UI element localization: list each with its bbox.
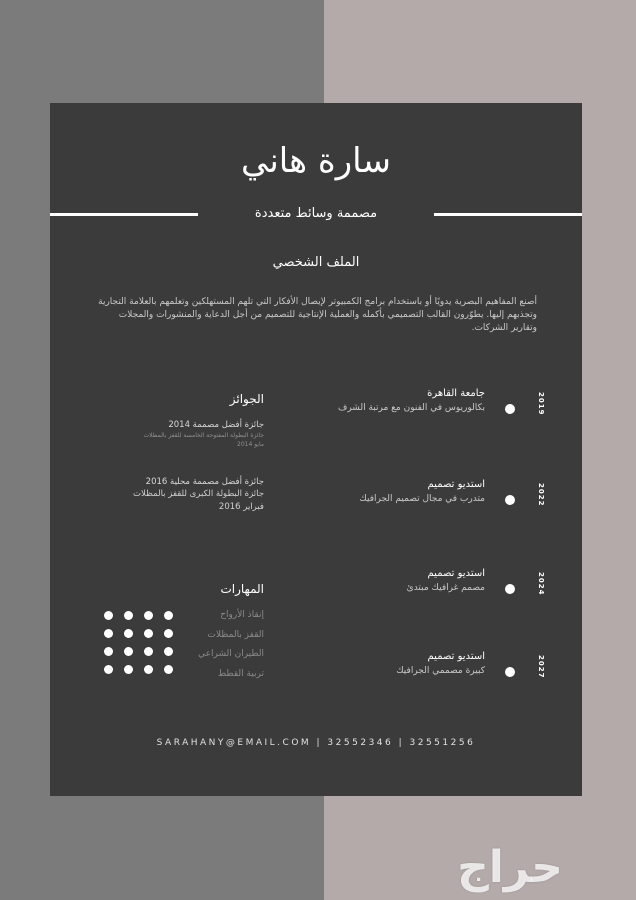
skill-dot [144,611,153,620]
skill-item: إنقاذ الأرواح [220,610,264,620]
skill-item: القفز بالمظلات [207,629,264,640]
award-desc: جائزة البطولة الكبرى للقفز بالمظلات [133,489,264,499]
skill-dot [104,611,113,620]
skills-section-title: المهارات [220,582,264,596]
skill-dot [164,629,173,638]
skill-dot [124,611,133,620]
resume-card [50,103,582,796]
award-item [143,419,264,449]
timeline-year: 2024 [537,572,545,596]
timeline-dot [505,667,515,677]
haraj-watermark-logo: حراج [457,842,563,893]
skill-dot [164,647,173,656]
skill-dot [124,665,133,674]
skill-dot [104,665,113,674]
timeline-title: جامعة القاهرة [427,388,485,399]
award-desc: جائزة البطولة المفتوحة الخامسة للقفز بالمظلات [143,432,264,439]
timeline-item [320,479,545,526]
header-divider-right [434,213,582,216]
resume-subtitle: مصممة وسائط متعددة [254,206,378,221]
award-item [133,476,264,514]
award-title: جائزة أفضل مصممة محلية 2016 [145,477,264,487]
skill-dots-grid [104,611,174,674]
skill-dot [164,665,173,674]
contact-info: SARAHANY@EMAIL.COM | 32552346 | 32551256 [156,738,476,748]
timeline-title: استديو تصميم [427,479,485,490]
skill-item: تربية القطط [217,668,264,679]
skill-dot [144,647,153,656]
skill-dot [104,629,113,638]
skills-list [198,606,264,684]
award-title: جائزة أفضل مصممة 2014 [168,420,264,430]
skill-item: الطيران الشراعي [198,649,264,659]
skill-dot [144,629,153,638]
timeline-desc: بكالوريوس في الفنون مع مرتبة الشرف [338,403,485,413]
awards-section-title: الجوائز [229,392,264,406]
timeline-desc: كبيرة مصممي الجرافيك [396,666,485,676]
timeline-year: 2027 [537,655,545,679]
profile-section-title: الملف الشخصي [272,255,360,270]
timeline-title: استديو تصميم [427,568,485,579]
timeline-dot [505,495,515,505]
skill-dot [164,611,173,620]
skill-dot [124,647,133,656]
award-date: مايو 2014 [237,441,264,448]
profile-text: أصنع المفاهيم البصرية يدويًا أو باستخدام برامج الكمبيوتر لإيصال الأفكار التي تلهم المستهلكين وتعلمهم بالعلامة التجارية وتجذبهم إليها. يطوّرون القالب التصميمي بأكمله والعملية الإنتاجية للتصميم من أجل الدعاية والمنشورات والمجلات وتقارير الشركات. [98,297,537,333]
timeline-year: 2019 [537,392,545,416]
timeline-year: 2022 [537,483,545,507]
timeline-desc: مصمم غرافيك مبتدئ [406,583,485,593]
timeline-item [320,651,545,698]
skill-dot [144,665,153,674]
timeline-item [320,568,545,615]
timeline-title: استديو تصميم [427,651,485,662]
timeline-dot [505,584,515,594]
skill-dot [124,629,133,638]
award-date: فبراير 2016 [218,502,264,512]
timeline-item [320,388,545,435]
resume-name: سارة هاني [241,141,391,181]
timeline-desc: متدرب في مجال تصميم الجرافيك [359,494,485,504]
header-divider-left [50,213,198,216]
skill-dot [104,647,113,656]
timeline-dot [505,404,515,414]
